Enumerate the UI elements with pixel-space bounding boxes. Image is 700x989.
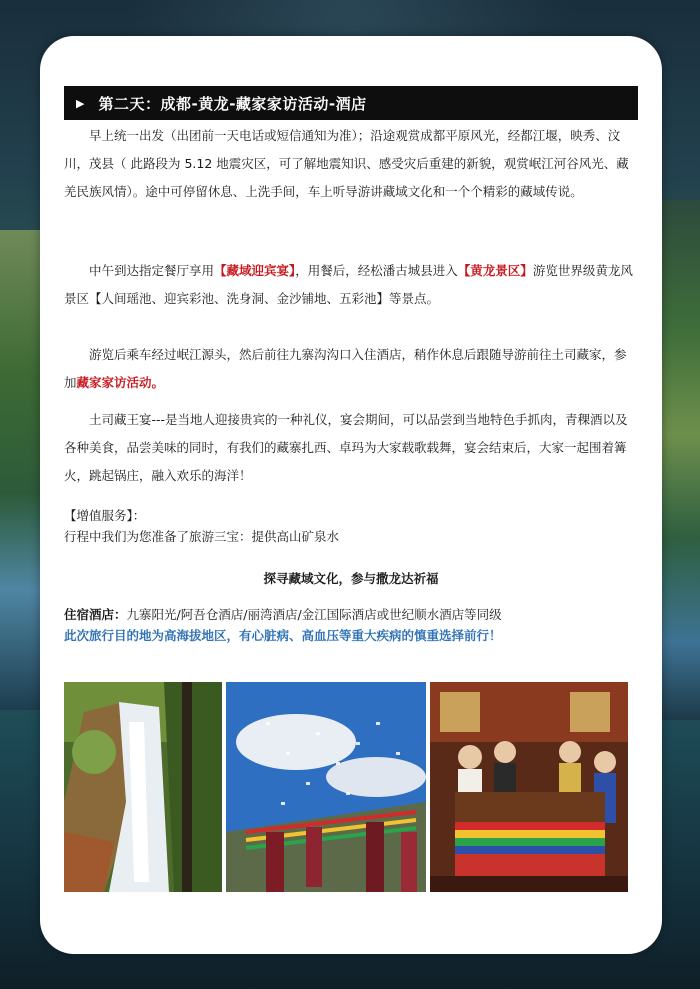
slogan: 探寻藏域文化，参与撒龙达祈福: [263, 571, 439, 586]
evening-paragraph: [64, 341, 638, 397]
banquet-illustration: [430, 682, 628, 892]
day-header: [64, 86, 638, 120]
value-service-title: 【增值服务】：: [64, 508, 146, 523]
day-title: 第二天：成都-黄龙-藏家家访活动-酒店: [98, 94, 367, 113]
prayer-flags-illustration: [226, 682, 426, 892]
value-service-section: [64, 505, 638, 547]
photo-strip: [64, 682, 628, 892]
welcome-banquet-highlight: 【藏域迎宾宴】: [214, 263, 296, 278]
huanglong-scenic-highlight: 【黄龙景区】: [457, 263, 533, 278]
noon-text-after: 游览世界级黄龙风景区【人间瑶池、迎宾彩池、洗身洞、金沙铺地、五彩池】等景点。: [64, 263, 633, 306]
home-visit-highlight: 藏家家访活动。: [76, 375, 165, 390]
noon-paragraph: [64, 257, 638, 313]
itinerary-card: [40, 36, 662, 954]
noon-text-before: 中午到达指定餐厅享用: [89, 263, 215, 278]
hotel-label: 住宿酒店：: [64, 607, 127, 622]
banquet-paragraph: 土司藏王宴---是当地人迎接贵宾的一种礼仪，宴会期间，可以品尝到当地特色手抓肉，青稞酒以及各种美食，品尝美味的同时，有我们的藏寨扎西、卓玛为大家载歌载舞，宴会结束后，大家一起围着篝火，跳起锅庄，融入欢乐的海洋！: [64, 412, 628, 483]
hotel-list: 九寨阳光/阿吾仓酒店/丽湾酒店/金江国际酒店或世纪顺水酒店等同级: [126, 607, 502, 622]
noon-text-middle: ，用餐后，经松潘古城县进入: [295, 263, 458, 278]
altitude-warning: 此次旅行目的地为高海拔地区，有心脏病、高血压等重大疾病的慎重选择前行！: [64, 628, 502, 643]
tibetan-banquet-photo: [430, 682, 628, 892]
waterfall-illustration: [64, 682, 222, 892]
morning-paragraph: 早上统一出发（出团前一天电话或短信通知为准）；沿途观赏成都平原风光，经都江堰，映秀、汶川，茂县（ 此路段为 5.12 地震灾区，可了解地震知识、感受灾后重建的新貌，观赏岷江河谷风光、藏羌民族风情）。途中可停留休息、上洗手间，车上听导游讲藏域文化和一个个精彩的藏域传说。: [64, 128, 629, 199]
waterfall-photo: [64, 682, 222, 892]
value-service-text: 行程中我们为您准备了旅游三宝：提供高山矿泉水: [64, 529, 340, 544]
evening-text: 游览后乘车经过岷江源头，然后前往九寨沟沟口入住酒店，稍作休息后跟随导游前往土司藏家，参加: [64, 347, 627, 390]
prayer-flags-photo: [226, 682, 426, 892]
hotel-info: [64, 604, 638, 646]
triangle-bullet-icon: ▶: [76, 96, 85, 110]
